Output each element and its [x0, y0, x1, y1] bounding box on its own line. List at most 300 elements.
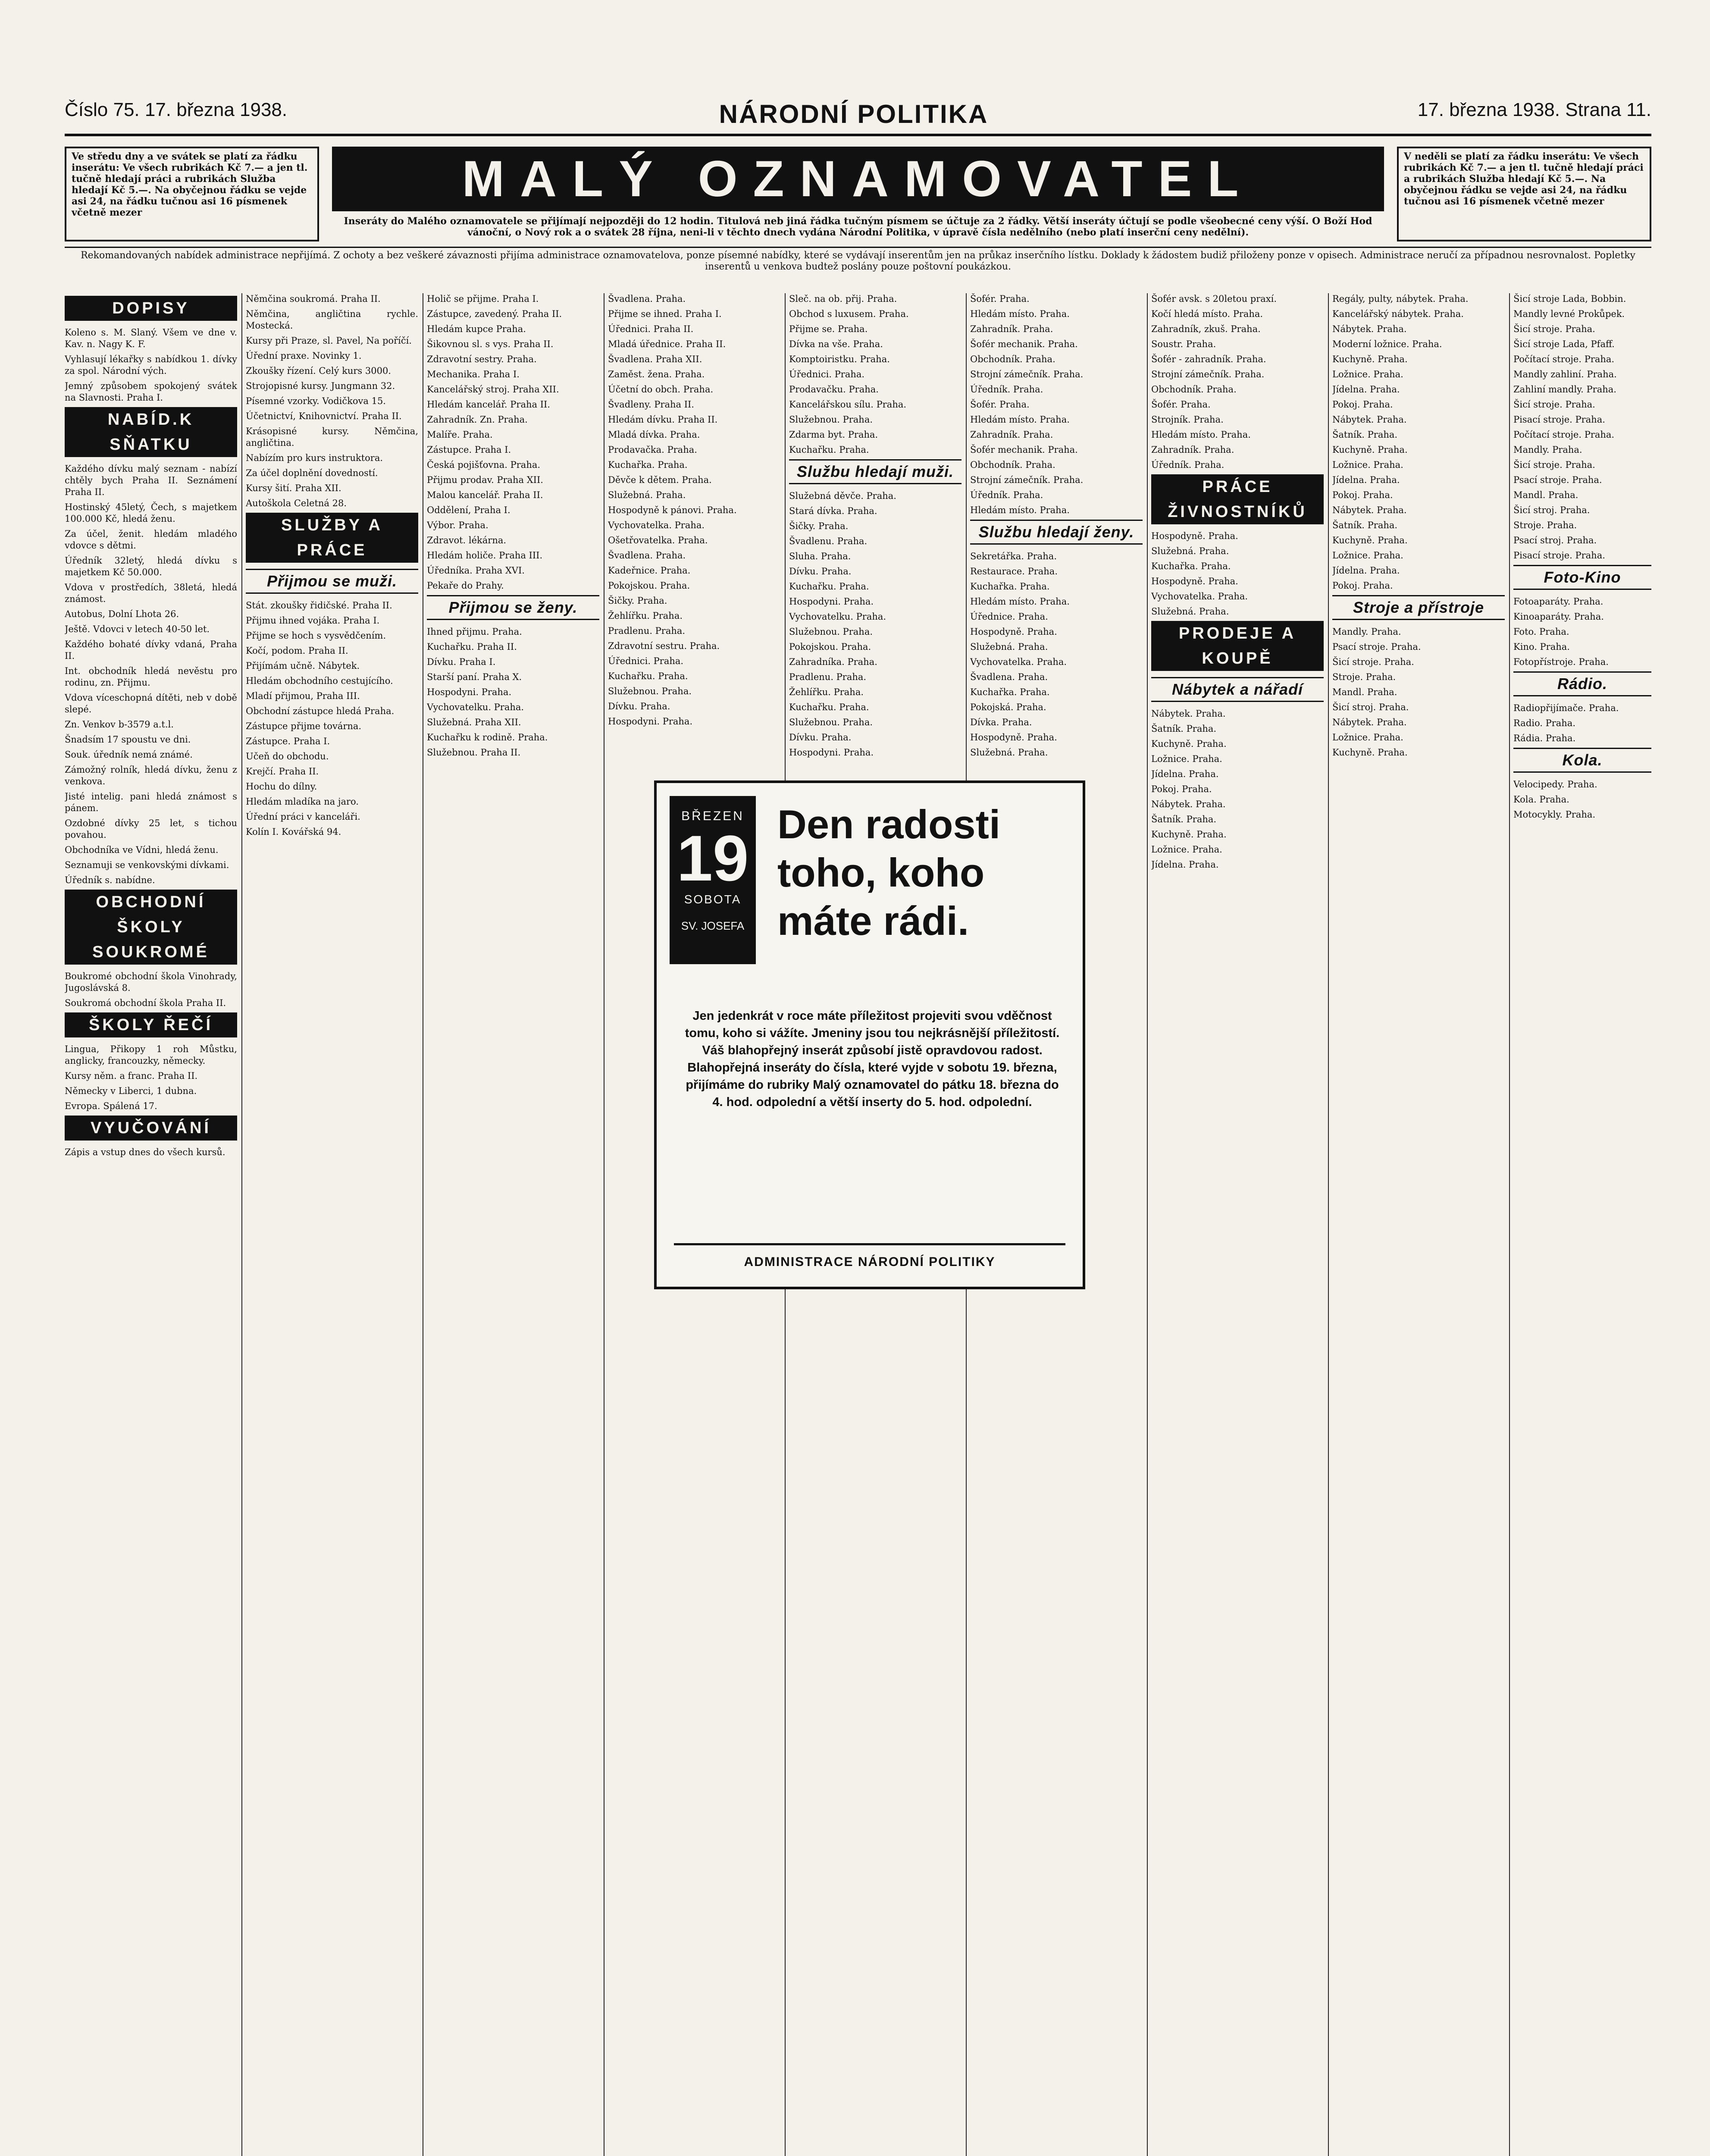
classified-ad: Účetní do obch. Praha. [608, 384, 714, 395]
classified-ad: Mladí přijmou, Praha III. [246, 691, 360, 701]
classified-ad: Boukromé obchodní škola Vinohrady, Jugoslávská 8. [65, 971, 237, 993]
classified-ad: Pokoj. Praha. [1151, 784, 1212, 794]
section-vyucovani: VYUČOVÁNÍ [65, 1116, 237, 1141]
classified-ad: Jemný způsobem spokojený svátek na Slavnosti. Praha I. [65, 381, 237, 403]
classified-ad: Služebnou. Praha. [789, 717, 873, 727]
classified-ad: Hledám místo. Praha. [970, 309, 1070, 319]
classified-ad: Německy v Liberci, 1 dubna. [65, 1086, 197, 1096]
column-9 [1513, 293, 1651, 2156]
classified-ad: Hledám obchodního cestujícího. [246, 676, 393, 686]
classified-ad: Zahradník. Praha. [1151, 445, 1234, 455]
classified-ad: Šatník. Praha. [1151, 724, 1217, 734]
classified-ad: Sleč. na ob. přij. Praha. [789, 294, 897, 304]
classified-ad: Nábytek. Praha. [1151, 708, 1226, 719]
classified-ad: Švadlena. Praha. [970, 672, 1048, 682]
column-rule [1328, 293, 1329, 2156]
classified-ad: Pokoj. Praha. [1332, 580, 1393, 591]
classified-ad: Služebná děvče. Praha. [789, 491, 896, 501]
classified-ad: Obchodník. Praha. [1151, 384, 1237, 395]
section-prijmou-se-zeny: Přijmou se ženy. [427, 595, 599, 620]
classified-ad: Lingua, Přikopy 1 roh Můstku, anglicky, francouzky, německy. [65, 1044, 237, 1066]
classified-ad: Pradlenu. Praha. [608, 626, 686, 636]
classified-ad: Psací stroje. Praha. [1332, 642, 1421, 652]
section-stroje-a-pristroje: Stroje a přístroje [1332, 595, 1505, 620]
classified-ad: Hledám místo. Praha. [970, 505, 1070, 515]
classified-ad: Žehlířku. Praha. [608, 611, 683, 621]
classified-ad: Pokoj. Praha. [1332, 399, 1393, 410]
classified-ad: Nabízím pro kurs instruktora. [246, 453, 383, 463]
classified-ad: Rádia. Praha. [1513, 733, 1576, 743]
classified-ad: Komptoiristku. Praha. [789, 354, 890, 364]
classified-ad: Šnadsím 17 spoustu ve dni. [65, 734, 191, 745]
classified-ad: Prodavačka. Praha. [608, 445, 697, 455]
classified-ad: Hledám kancelář. Praha II. [427, 399, 550, 410]
classified-ad: Foto. Praha. [1513, 627, 1569, 637]
classified-ad: Počítací stroje. Praha. [1513, 354, 1615, 364]
classified-ad: Vychovatelka. Praha. [970, 657, 1067, 667]
classified-ad: Děvče k dětem. Praha. [608, 475, 712, 485]
section-kola: Kola. [1513, 748, 1651, 773]
classified-ad: Zástupce. Praha I. [246, 736, 330, 746]
classified-ad: Mandly zahliní. Praha. [1513, 369, 1617, 379]
classified-ad: Ihned přijmu. Praha. [427, 627, 522, 637]
classified-ad: Autoškola Celetná 28. [246, 498, 347, 508]
classified-ad: Zahradník. Praha. [970, 429, 1053, 440]
section-prodeje-a-koupe: PRODEJE A KOUPĚ [1151, 621, 1324, 671]
classified-ad: Kancelářský stroj. Praha XII. [427, 384, 559, 395]
classified-ad: Kuchařku k rodině. Praha. [427, 732, 548, 743]
classified-ad: Šofér. Praha. [970, 399, 1030, 410]
classified-ad: Kuchyně. Praha. [1332, 445, 1408, 455]
classified-ad: Služebná. Praha. [608, 490, 686, 500]
classified-ad: Ložnice. Praha. [1332, 732, 1403, 743]
classified-ad: Šatník. Praha. [1151, 814, 1217, 824]
classified-ad: Kuchařka. Praha. [970, 687, 1050, 697]
classified-ad: Regály, pulty, nábytek. Praha. [1332, 294, 1469, 304]
classified-ad: Pokojskou. Praha. [789, 642, 871, 652]
classified-ad: Zástupce přijme továrna. [246, 721, 362, 731]
classified-ad: Zkoušky řízení. Celý kurs 3000. [246, 366, 391, 376]
classified-ad: Kancelářskou sílu. Praha. [789, 399, 907, 410]
classified-ad: Němčina, angličtina rychle. Mostecká. [246, 309, 418, 331]
classified-ad: Fotoaparáty. Praha. [1513, 596, 1604, 607]
classified-ad: Kuchařku. Praha. [608, 671, 688, 681]
classified-ad: Zástupce. Praha I. [427, 445, 511, 455]
classified-ad: Zn. Venkov b-3579 a.t.l. [65, 719, 174, 730]
classified-ad: Zástupce, zavedený. Praha II. [427, 309, 562, 319]
classified-ad: Šatník. Praha. [1332, 429, 1398, 440]
classified-ad: Strojní zámečník. Praha. [1151, 369, 1265, 379]
ad-footer: ADMINISTRACE NÁRODNÍ POLITIKY [674, 1243, 1065, 1269]
classified-ad: Obchod s luxusem. Praha. [789, 309, 909, 319]
classified-ad: Šofér mechanik. Praha. [970, 445, 1078, 455]
section-foto-kino: Foto-Kino [1513, 565, 1651, 590]
classified-ad: Kinoaparáty. Praha. [1513, 611, 1604, 622]
classified-ad: Vychovatelku. Praha. [789, 611, 886, 622]
classified-ad: Kursy šití. Praha XII. [246, 483, 341, 493]
classified-ad: Hledám místo. Praha. [970, 596, 1070, 607]
classified-ad: Švadlenu. Praha. [789, 536, 868, 546]
classified-ad: Holič se přijme. Praha I. [427, 294, 539, 304]
classified-ad: Kuchyně. Praha. [1332, 354, 1408, 364]
classified-ad: Kočí, podom. Praha II. [246, 646, 348, 656]
header-rule [65, 134, 1651, 136]
classified-ad: Kuchařka. Praha. [970, 581, 1050, 592]
classified-ad: Úředník 32letý, hledá dívku s majetkem Kč 50.000. [65, 555, 237, 577]
classified-ad: Stroje. Praha. [1332, 672, 1396, 682]
classified-ad: Moderní ložnice. Praha. [1332, 339, 1442, 349]
classified-ad: Kuchařka. Praha. [608, 460, 688, 470]
classified-ad: Šicí stroje. Praha. [1513, 460, 1595, 470]
classified-ad: Dívku. Praha. [608, 701, 670, 711]
classified-ad: Úředník. Praha. [1151, 460, 1225, 470]
classified-ad: Šatník. Praha. [1332, 520, 1398, 530]
classified-ad: Za účel doplnění dovedností. [246, 468, 378, 478]
classified-ad: Přijímám učně. Nábytek. [246, 661, 360, 671]
classified-ad: Vychovatelku. Praha. [427, 702, 524, 712]
classified-ad: Mandl. Praha. [1513, 490, 1578, 500]
classified-ad: Hledám kupce Praha. [427, 324, 526, 334]
classified-ad: Dívku. Praha. [789, 732, 852, 743]
classified-ad: Mladá úřednice. Praha II. [608, 339, 726, 349]
section-radio: Rádio. [1513, 671, 1651, 696]
classified-ad: Obchodní zástupce hledá Praha. [246, 706, 395, 716]
intro-rule [65, 247, 1651, 248]
classified-ad: Psací stroje. Praha. [1513, 475, 1602, 485]
classified-ad: Dívku. Praha. [789, 566, 852, 577]
classified-ad: Úřední praxe. Novinky 1. [246, 351, 362, 361]
classified-ad: Kursy při Praze, sl. Pavel, Na poříčí. [246, 335, 412, 346]
classified-ad: Kancelářský nábytek. Praha. [1332, 309, 1464, 319]
classified-ad: Učeň do obchodu. [246, 751, 329, 761]
classified-ad: Služebná. Praha. [970, 747, 1048, 758]
classified-ad: Úředník s. nabídne. [65, 875, 155, 885]
masthead: NÁRODNÍ POLITIKA [719, 100, 989, 128]
classified-ad: Oddělení, Praha I. [427, 505, 510, 515]
classified-ad: Nábytek. Praha. [1151, 799, 1226, 809]
classified-ad: Malou kancelář. Praha II. [427, 490, 543, 500]
classified-ad: Švadlena. Praha. [608, 294, 686, 304]
classified-ad: Malíře. Praha. [427, 429, 493, 440]
namesday-advertisement [654, 780, 1085, 1289]
classified-ad: Úřednici. Praha. [608, 656, 684, 666]
classified-ad: Zdravotní sestry. Praha. [427, 354, 537, 364]
classified-ad: Mechanika. Praha I. [427, 369, 520, 379]
classified-ad: Strojník. Praha. [1151, 414, 1224, 425]
classified-ad: Hospodyni. Praha. [789, 596, 874, 607]
classified-ad: Strojní zámečník. Praha. [970, 475, 1084, 485]
classified-ad: Jisté intelig. pani hledá známost s pánem. [65, 791, 237, 813]
classified-ad: Hospodyni. Praha. [608, 716, 693, 727]
classified-ad: Služebná. Praha XII. [427, 717, 521, 727]
classified-ad: Šicí stroj. Praha. [1332, 702, 1409, 712]
classified-ad: Radio. Praha. [1513, 718, 1576, 728]
classified-ad: Hledám místo. Praha. [1151, 429, 1251, 440]
classified-ad: Hospodyně. Praha. [1151, 531, 1238, 541]
classified-ad: Souk. úředník nemá známé. [65, 749, 193, 760]
classified-ad: Hledám holiče. Praha III. [427, 550, 543, 561]
intro-text: Inseráty do Malého oznamovatele se přijímají nejpozději do 12 hodin. Titulová neb jiná řádka tučným písmem se účtuje za 2 řádky. Větší inseráty účtují se podle všeobecné ceny výší. O Boží Hod vánoční, o Nový rok a o svátek 28 října, neni-li v těchto dnech vydána Národní Politika, v úpravě čísla nedělního (nebo platí inserční ceny nedělní). [344, 216, 1372, 238]
classified-ad: Pokojskou. Praha. [608, 580, 690, 591]
classified-ad: Šofér - zahradník. Praha. [1151, 354, 1266, 364]
classified-ad: Hospodyni. Praha. [789, 747, 874, 758]
classified-ad: Hostinský 45letý, Čech, s majetkem 100.000 Kč, hledá ženu. [65, 502, 237, 524]
column-rule [1147, 293, 1148, 2156]
classified-ad: Pekaře do Prahy. [427, 580, 504, 591]
classified-ad: Ložnice. Praha. [1151, 754, 1222, 764]
classified-ad: Mandly levné Prokůpek. [1513, 309, 1625, 319]
section-skoly-reci: ŠKOLY ŘEČÍ [65, 1012, 237, 1037]
classified-ad: Služebnou. Praha. [789, 627, 873, 637]
classified-ad: Vychovatelka. Praha. [608, 520, 705, 530]
classified-ad: Vyhlasují lékařky s nabídkou 1. dívky za spol. Národní vých. [65, 354, 237, 376]
classified-ad: Šofér mechanik. Praha. [970, 339, 1078, 349]
classified-ad: Mandl. Praha. [1332, 687, 1397, 697]
calendar-month: BŘEZEN [681, 809, 744, 823]
classified-ad: Úřednici. Praha. [789, 369, 865, 379]
classified-ad: Kočí hledá místo. Praha. [1151, 309, 1263, 319]
classified-ad: Dívka na vše. Praha. [789, 339, 883, 349]
classified-ad: Fotopřístroje. Praha. [1513, 657, 1609, 667]
calendar-saint: SV. JOSEFA [681, 919, 745, 932]
classified-ad: Hledám dívku. Praha II. [608, 414, 718, 425]
classified-ad: Obchodník. Praha. [970, 354, 1055, 364]
column-1 [65, 293, 237, 2156]
classified-ad: Pokojská. Praha. [970, 702, 1046, 712]
classified-ad: Šikovnou sl. s vys. Praha II. [427, 339, 554, 349]
ad-body: Jen jedenkrát v roce máte příležitost projeviti svou vděčnost tomu, koho si vážíte. Jmeniny jsou tou nejkrásnější příležitostí. Váš blahopřejný inserát způsobí jistě opravdovou radost. Blahopřejná inseráty do čísla, které vyjde v sobotu 19. března, přijímáme do rubriky Malý oznamovatel do pátku 18. března do 4. hod. odpolední a větší inserty do 5. hod. odpolední. [685, 1009, 1060, 1109]
classified-ad: Šicí stroje Lada, Pfaff. [1513, 339, 1615, 349]
classified-ad: Sluha. Praha. [789, 551, 851, 561]
column-8 [1332, 293, 1505, 2156]
classified-ad: Mladá dívka. Praha. [608, 429, 700, 440]
column-3 [427, 293, 599, 2156]
classified-ad: Každého dívku malý seznam - nabízí chtěly bych Praha II. Seznámení Praha II. [65, 464, 237, 497]
classified-ad: Zápis a vstup dnes do všech kursů. [65, 1147, 225, 1157]
issue-number: Číslo 75. 17. března 1938. [65, 99, 288, 120]
classified-ad: Hospodyně k pánovi. Praha. [608, 505, 737, 515]
section-prijmou-se-muzi: Přijmou se muži. [246, 569, 418, 594]
classified-ad: Úředníka. Praha XVI. [427, 565, 525, 576]
classified-ad: Kuchařku. Praha. [789, 702, 869, 712]
classified-ad: Motocykly. Praha. [1513, 809, 1596, 820]
classified-ad: Stát. zkoušky řidičské. Praha II. [246, 600, 392, 611]
classified-ad: Soukromá obchodní škola Praha II. [65, 998, 226, 1008]
classified-ad: Kadeřnice. Praha. [608, 565, 691, 576]
classified-ad: Šofér. Praha. [970, 294, 1030, 304]
classified-ad: Švadlena. Praha XII. [608, 354, 702, 364]
classified-ad: Kuchyně. Praha. [1151, 739, 1227, 749]
classified-ad: Sekretářka. Praha. [970, 551, 1057, 561]
classified-ad: Nábytek. Praha. [1332, 717, 1407, 727]
classified-ad: Stará dívka. Praha. [789, 506, 877, 516]
classified-ad: Šičky. Praha. [789, 521, 849, 531]
classified-ad: Úředník. Praha. [970, 490, 1043, 500]
classified-ad: Pokoj. Praha. [1332, 490, 1393, 500]
classified-ad: Zahliní mandly. Praha. [1513, 384, 1616, 395]
section-prace-zivnostniku: PRÁCE ŽIVNOSTNÍKŮ [1151, 474, 1324, 524]
classified-ad: Velocipedy. Praha. [1513, 779, 1597, 790]
classified-ad: Počítací stroje. Praha. [1513, 429, 1615, 440]
classified-ad: Ozdobné dívky 25 let, s tichou povahou. [65, 818, 237, 840]
classified-ad: Ložnice. Praha. [1332, 369, 1403, 379]
classified-ad: Šicí stroje Lada, Bobbin. [1513, 294, 1626, 304]
classified-ad: Úředník. Praha. [970, 384, 1043, 395]
classified-ad: Pisací stroje. Praha. [1513, 414, 1605, 425]
classified-ad: Švadlena. Praha. [608, 550, 686, 561]
classified-ad: Koleno s. M. Slaný. Všem ve dne v. Kav. n. Nagy K. F. [65, 327, 237, 349]
classified-ad: Radiopřijímače. Praha. [1513, 703, 1619, 713]
classified-ad: Soustr. Praha. [1151, 339, 1216, 349]
classified-ad: Vdova v prostředích, 38letá, hledá známost. [65, 582, 237, 604]
calendar-weekday: SOBOTA [684, 893, 742, 906]
ad-headline: Den radosti toho, koho máte rádi. [777, 802, 1001, 943]
classified-ad: Šičky. Praha. [608, 595, 667, 606]
classified-ad: Nábytek. Praha. [1332, 324, 1407, 334]
classified-ad: Zahradníka. Praha. [789, 657, 877, 667]
classified-ad: Služebná. Praha. [1151, 606, 1229, 617]
classified-ad: Vychovatelka. Praha. [1151, 591, 1248, 602]
classified-ad: Švadleny. Praha II. [608, 399, 694, 410]
section-dopisy: DOPISY [65, 296, 237, 321]
classified-ad: Seznamuji se venkovskými dívkami. [65, 860, 229, 870]
admin-notice: Rekomandovaných nabídek administrace nepřijímá. Z ochoty a bez veškeré závaznosti přijíma administrace oznamovatelova, ponze písemné nabídky, které se vydávají inserentům jen na průkaz inserčního lístku. Doklady k žádostem budiž přiloženy ponze v opisech. Administrace neručí za případnou nesrovnalost. Popletky inserentů u venkova budtež poslány pouze poštovní poukázkou. [81, 250, 1635, 272]
classified-ad: Stroje. Praha. [1513, 520, 1577, 530]
section-sluzby-a-prace: SLUŽBY A PRÁCE [246, 513, 418, 563]
classified-ad: Kola. Praha. [1513, 794, 1569, 805]
classified-ad: Přijmu prodav. Praha XII. [427, 475, 543, 485]
classified-ad: Zdravot. lékárna. [427, 535, 507, 545]
classified-ad: Nábytek. Praha. [1332, 505, 1407, 515]
classified-ad: Kuchařku. Praha. [789, 581, 869, 592]
classified-ad: Výbor. Praha. [427, 520, 489, 530]
classified-ad: Zdarma byt. Praha. [789, 429, 878, 440]
classified-ad: Hospodyně. Praha. [970, 732, 1057, 743]
classified-ad: Dívku. Praha I. [427, 657, 496, 667]
classified-ad: Kuchyně. Praha. [1151, 829, 1227, 840]
classified-ad: Šofér avsk. s 20letou praxí. [1151, 294, 1277, 304]
section-sluzbu-hledaji-muzi: Službu hledají muži. [789, 459, 961, 484]
classified-ad: Služebná. Praha. [1151, 546, 1229, 556]
classified-ad: Nábytek. Praha. [1332, 414, 1407, 425]
classified-ad: Hledám místo. Praha. [970, 414, 1070, 425]
classified-ad: Prodavačku. Praha. [789, 384, 879, 395]
classified-ad: Kuchařku. Praha II. [427, 642, 517, 652]
classified-ad: Kolín I. Kovářská 94. [246, 827, 341, 837]
classified-ad: Hospodyně. Praha. [1151, 576, 1238, 586]
classified-ad: Služebná. Praha. [970, 642, 1048, 652]
classified-ad: Žehlířku. Praha. [789, 687, 864, 697]
classified-ad: Přijme se hoch s vysvědčením. [246, 630, 386, 641]
classified-ad: Ložnice. Praha. [1151, 844, 1222, 855]
column-rule [1509, 293, 1510, 2156]
classified-ad: Kursy něm. a franc. Praha II. [65, 1071, 198, 1081]
classified-ad: Restaurace. Praha. [970, 566, 1058, 577]
classified-ad: Ložnice. Praha. [1332, 550, 1403, 561]
classified-ad: Kuchařku. Praha. [789, 445, 869, 455]
classified-ad: Šicí stroje. Praha. [1332, 657, 1414, 667]
column-rule [241, 293, 242, 2156]
classified-ad: Zdravotní sestru. Praha. [608, 641, 720, 651]
classified-ad: Zámožný rolník, hledá dívku, ženu z venkova. [65, 765, 237, 787]
price-box-left: Ve středu dny a ve svátek se platí za řádku inserátu: Ve všech rubrikách Kč 7.— a jen tl. tučně hledají práci a rubrikách Služba hledají Kč 5.—. Na obyčejnou řádku se vejde asi 24, na řádku tučnou asi 16 písmenek včetně mezer [65, 147, 319, 241]
classified-ad: Hospodyni. Praha. [427, 687, 512, 697]
classified-ad: Pradlenu. Praha. [789, 672, 867, 682]
price-box-right: V neděli se platí za řádku inserátu: Ve všech rubrikách Kč 7.— a jen tl. tučně hledají práci a rubrikách Služba hledají Kč 5.—. Na obyčejnou řádku se vejde asi 24, na řádku tučnou asi 16 písmenek včetně mezer [1397, 147, 1651, 241]
classified-ad: Obchodníka ve Vídni, hledá ženu. [65, 845, 219, 855]
classified-ad: Pisací stroje. Praha. [1513, 550, 1605, 561]
section-sluzbu-hledaji-zeny: Službu hledají ženy. [970, 520, 1143, 545]
classified-ad: Zaměst. žena. Praha. [608, 369, 705, 379]
classified-ad: Jídelna. Praha. [1151, 859, 1219, 870]
calendar-block [670, 796, 756, 964]
section-nabidka-snatku: NABÍD.K SŇATKU [65, 407, 237, 457]
classified-ad: Kuchařka. Praha. [1151, 561, 1231, 571]
section-banner: MALÝ OZNAMOVATEL [332, 147, 1384, 211]
classified-ad: Mandly. Praha. [1513, 445, 1582, 455]
classified-ad: Kino. Praha. [1513, 642, 1570, 652]
classified-ad: Služebnou. Praha. [789, 414, 873, 425]
classified-ad: Ošetřovatelka. Praha. [608, 535, 708, 545]
classified-ad: Autobus, Dolní Lhota 26. [65, 609, 179, 619]
classified-ad: Int. obchodník hledá nevěstu pro rodinu, zn. Přijmu. [65, 666, 237, 688]
classified-ad: Evropa. Spálená 17. [65, 1101, 157, 1111]
classified-ad: Němčina soukromá. Praha II. [246, 294, 381, 304]
classified-ad: Účetnictví, Knihovnictví. Praha II. [246, 411, 402, 421]
classified-ad: Vdova víceschopná dítěti, neb v době slepé. [65, 693, 237, 714]
classified-ad: Česká pojišťovna. Praha. [427, 460, 541, 470]
classified-ad: Hospodyně. Praha. [970, 627, 1057, 637]
classified-ad: Písemné vzorky. Vodičkova 15. [246, 396, 386, 406]
classified-ad: Psací stroj. Praha. [1513, 535, 1597, 545]
column-2 [246, 293, 418, 2156]
classified-ad: Jídelna. Praha. [1151, 769, 1219, 779]
classified-ad: Ložnice. Praha. [1332, 460, 1403, 470]
classified-ad: Obchodník. Praha. [970, 460, 1055, 470]
classified-ad: Dívka. Praha. [970, 717, 1032, 727]
section-obchodni-skoly: OBCHODNÍ ŠKOLY SOUKROMÉ [65, 890, 237, 965]
classified-ad: Služebnou. Praha. [608, 686, 692, 696]
classified-ad: Zahradník. Zn. Praha. [427, 414, 528, 425]
classified-ad: Ještě. Vdovci v letech 40-50 let. [65, 624, 210, 634]
classified-ad: Jídelna. Praha. [1332, 384, 1400, 395]
page-header [65, 99, 1651, 129]
classified-ad: Úřednice. Praha. [970, 611, 1048, 622]
date-and-page: 17. března 1938. Strana 11. [1417, 99, 1651, 120]
classified-ad: Hledám mladíka na jaro. [246, 796, 359, 807]
classified-ad: Strojní zámečník. Praha. [970, 369, 1084, 379]
classified-ad: Úřednici. Praha II. [608, 324, 694, 334]
classified-ad: Přijme se ihned. Praha I. [608, 309, 722, 319]
classified-ad: Šofér. Praha. [1151, 399, 1211, 410]
classified-ad: Kuchyně. Praha. [1332, 747, 1408, 758]
classified-ad: Přijme se. Praha. [789, 324, 868, 334]
newspaper-page [65, 91, 1651, 2156]
classified-ad: Šicí stroje. Praha. [1513, 399, 1595, 410]
classified-ad: Starší paní. Praha X. [427, 672, 522, 682]
classified-ad: Hochu do dílny. [246, 781, 317, 792]
classified-ad: Každého bohaté dívky vdaná, Praha II. [65, 639, 237, 661]
classified-ad: Krásopisné kursy. Němčina, angličtina. [246, 426, 418, 448]
column-7 [1151, 293, 1324, 2156]
classified-ad: Šicí stroje. Praha. [1513, 324, 1595, 334]
calendar-day: 19 [676, 822, 749, 894]
classified-ad: Kuchyně. Praha. [1332, 535, 1408, 545]
classified-ad: Jídelna. Praha. [1332, 565, 1400, 576]
classified-ad: Úřední práci v kanceláři. [246, 812, 360, 822]
classified-ad: Přijmu ihned vojáka. Praha I. [246, 615, 380, 626]
classified-ad: Šicí stroj. Praha. [1513, 505, 1590, 515]
